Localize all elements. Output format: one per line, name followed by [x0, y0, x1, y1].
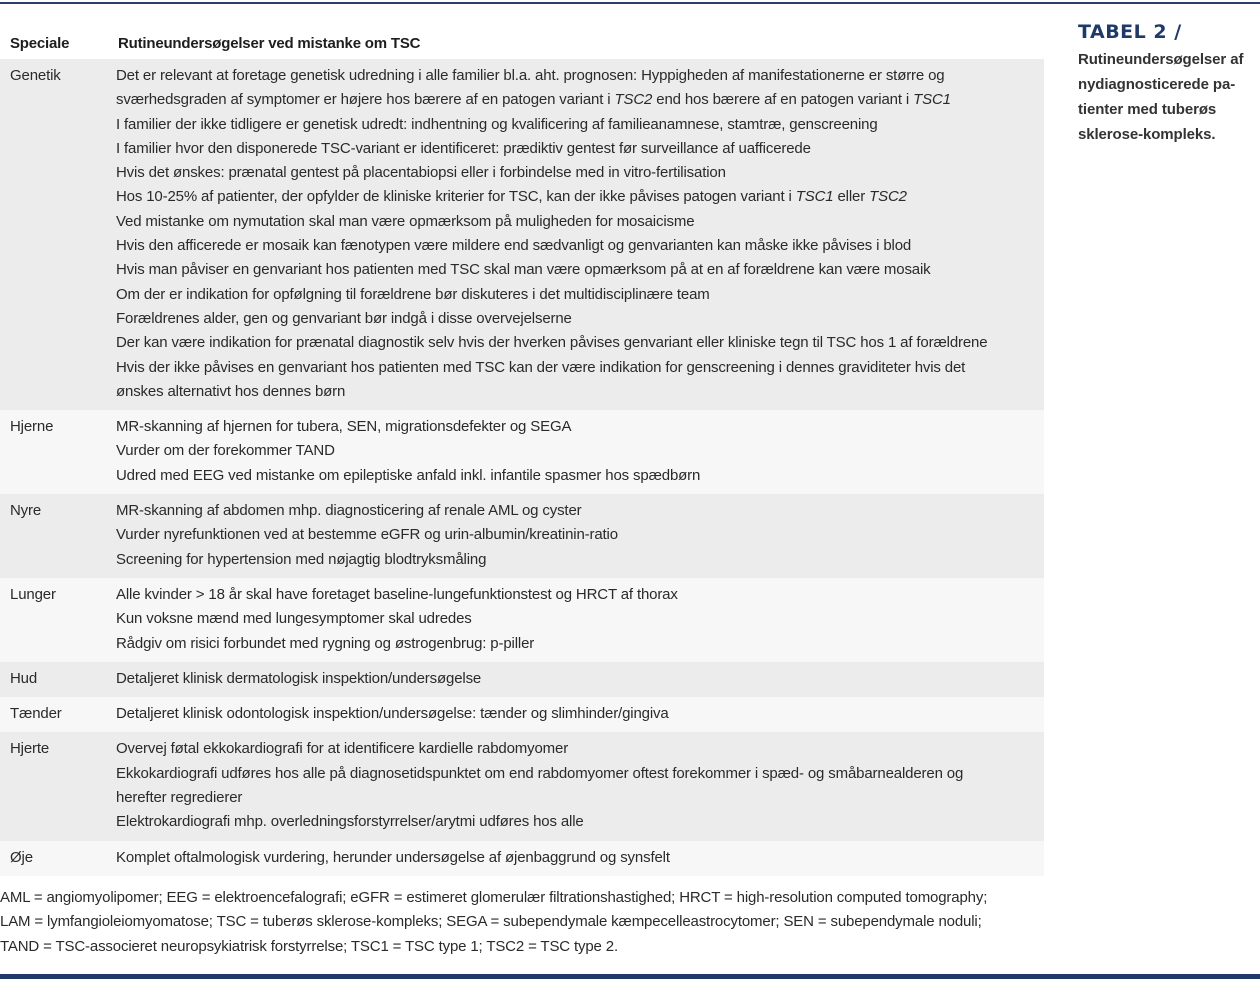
caption-line: Rutineundersøgelser af	[1078, 51, 1244, 68]
gene-name: TSC2	[614, 91, 653, 109]
header-rutine: Rutineundersøgelser ved mistanke om TSC	[118, 34, 421, 52]
line-text: Ekkokardiografi udføres hos alle på diagnosetidspunktet om end rabdomyomer oftest forekommer i spæd- og småbarnealderen og	[116, 764, 964, 782]
line-text: MR-skanning af hjernen for tubera, SEN, migrationsdefekter og SEGA	[116, 418, 572, 436]
routine-line	[116, 762, 1034, 786]
table-row	[0, 732, 1044, 840]
gene-name: TSC1	[795, 188, 834, 206]
bottom-rule	[0, 974, 1260, 979]
routine-line	[116, 499, 1034, 523]
line-text: Ved mistanke om nymutation skal man være opmærksom på muligheden for mosaicisme	[116, 212, 695, 230]
routine-line	[116, 464, 1034, 488]
line-text: Detaljeret klinisk odontologisk inspektion/undersøgelse: tænder og slimhinder/gingiva	[116, 705, 669, 723]
gene-name: TSC2	[869, 188, 907, 206]
routine-line	[116, 702, 1034, 726]
speciale-cell: Øje	[0, 841, 108, 876]
routine-line	[116, 846, 1034, 870]
routine-line	[116, 210, 1034, 234]
caption-line: nydiagnosticerede pa-	[1078, 76, 1236, 93]
speciale-cell: Hjerne	[0, 410, 108, 494]
routine-line	[116, 185, 1034, 209]
routine-cell	[108, 732, 1044, 840]
line-text: Detaljeret klinisk dermatologisk inspektion/undersøgelse	[116, 669, 482, 687]
line-text: Komplet oftalmologisk vurdering, herunder undersøgelse af øjenbaggrund og synsfelt	[116, 848, 670, 866]
line-text: Forældrenes alder, gen og genvariant bør indgå i disse overvejelserne	[116, 309, 572, 327]
routine-line	[116, 234, 1034, 258]
line-text: Vurder om der forekommer TAND	[116, 442, 335, 460]
header-speciale: Speciale	[10, 34, 70, 52]
caption-line: tienter med tuberøs	[1078, 101, 1217, 118]
routine-cell	[108, 662, 1044, 697]
routine-line	[116, 583, 1034, 607]
table-row	[0, 578, 1044, 662]
speciale-cell: Tænder	[0, 697, 108, 732]
routine-line	[116, 667, 1034, 691]
table-row	[0, 494, 1044, 578]
table-row	[0, 59, 1044, 410]
gene-name: TSC1	[913, 91, 951, 109]
routine-line	[116, 548, 1034, 572]
routine-cell	[108, 410, 1044, 494]
routine-line	[116, 786, 1034, 810]
line-text: eller	[833, 188, 870, 206]
line-text: Elektrokardiografi mhp. overledningsforstyrrelser/arytmi udføres hos alle	[116, 813, 584, 831]
routine-line	[116, 331, 1034, 355]
line-text: Alle kvinder > 18 år skal have foretaget baseline-lungefunktionstest og HRCT af thorax	[116, 585, 678, 603]
footnote-line: LAM = lymfangioleiomyomatose; TSC = tuberøs sklerose-kompleks; SEGA = subependymale kæmpecelleastrocytomer; SEN = subependymale noduli;	[0, 913, 982, 931]
routine-line	[116, 632, 1034, 656]
routine-line	[116, 161, 1034, 185]
footnote-line: TAND = TSC-associeret neuropsykiatrisk forstyrrelse; TSC1 = TSC type 1; TSC2 = TSC type 2.	[0, 937, 618, 955]
routine-cell	[108, 59, 1044, 410]
line-text: Hvis der ikke påvises en genvariant hos patienten med TSC kan der være indikation for genscreening i dennes graviditeter hvis det	[116, 358, 966, 376]
routine-line	[116, 810, 1034, 834]
routine-cell	[108, 578, 1044, 662]
line-text: end hos bærere af en patogen variant i	[652, 91, 914, 109]
line-text: Hvis det ønskes: prænatal gentest på placentabiopsi eller i forbindelse med in vitro-fertilisation	[116, 164, 726, 182]
line-text: Screening for hypertension med nøjagtig blodtryksmåling	[116, 550, 487, 568]
line-text: I familier der ikke tidligere er genetisk udredt: indhentning og kvalificering af familieanamnese, stamtræ, genscreening	[116, 115, 878, 133]
routine-line	[116, 439, 1034, 463]
table-row	[0, 841, 1044, 876]
line-text: Udred med EEG ved mistanke om epileptiske anfald inkl. infantile spasmer hos spædbørn	[116, 466, 701, 484]
top-rule	[0, 2, 1260, 4]
table-number: TABEL 2 /	[1078, 21, 1182, 43]
table-body	[0, 59, 1044, 876]
line-text: ønskes alternativt hos dennes børn	[116, 382, 346, 400]
line-text: Hvis den afficerede er mosaik kan fænotypen være mildere end sædvanligt og genvarianten kan måske ikke påvises i blod	[116, 237, 912, 255]
line-text: Der kan være indikation for prænatal diagnostik selv hvis der hverken påvises genvariant eller kliniske tegn til TSC hos 1 af forældrene	[116, 334, 988, 352]
routine-cell	[108, 494, 1044, 578]
table-row	[0, 410, 1044, 494]
routine-cell	[108, 841, 1044, 876]
table-sidebar	[1078, 18, 1260, 147]
line-text: Hvis man påviser en genvariant hos patienten med TSC skal man være opmærksom på at en af forældrene kan være mosaik	[116, 261, 931, 279]
line-text: Det er relevant at foretage genetisk udredning i alle familier bl.a. aht. prognosen: Hyppigheden af manifestationerne er større og	[116, 67, 945, 84]
table-row	[0, 697, 1044, 732]
routine-line	[116, 380, 1034, 404]
routine-line	[116, 523, 1034, 547]
speciale-cell: Nyre	[0, 494, 108, 578]
table-caption	[1078, 47, 1260, 147]
routine-line	[116, 64, 1034, 88]
footnote-line: AML = angiomyolipomer; EEG = elektroencefalografi; eGFR = estimeret glomerulær filtrationshastighed; HRCT = high-resolution computed tomography;	[0, 889, 988, 906]
routine-line	[116, 137, 1034, 161]
table-row	[0, 662, 1044, 697]
routine-line	[116, 88, 1034, 112]
speciale-cell: Hjerte	[0, 732, 108, 840]
routine-line	[116, 307, 1034, 331]
line-text: MR-skanning af abdomen mhp. diagnosticering af renale AML og cyster	[116, 502, 582, 520]
line-text: Vurder nyrefunktionen ved at bestemme eGFR og urin-albumin/kreatinin-ratio	[116, 526, 618, 544]
routine-line	[116, 356, 1034, 380]
routine-cell	[108, 697, 1044, 732]
line-text: Kun voksne mænd med lungesymptomer skal udredes	[116, 610, 472, 628]
line-text: sværhedsgraden af symptomer er højere hos bærere af en patogen variant i	[116, 91, 615, 109]
line-text: I familier hvor den disponerede TSC-variant er identificeret: prædiktiv gentest før surveillance af uafficerede	[116, 139, 811, 157]
table-header-row	[0, 26, 1044, 59]
speciale-cell: Hud	[0, 662, 108, 697]
caption-line: sklerose-kompleks.	[1078, 126, 1216, 143]
line-text: Hos 10-25% af patienter, der opfylder de kliniske kriterier for TSC, kan der ikke påvises patogen variant i	[116, 188, 796, 206]
routine-line	[116, 737, 1034, 761]
speciale-cell: Genetik	[0, 59, 108, 410]
line-text: Om der er indikation for opfølgning til forældrene bør diskuteres i det multidisciplinære team	[116, 285, 710, 303]
routine-line	[116, 258, 1034, 282]
line-text: Rådgiv om risici forbundet med rygning og østrogenbrug: p-piller	[116, 634, 535, 652]
routine-line	[116, 113, 1034, 137]
abbreviation-footnote	[0, 886, 1040, 959]
routine-line	[116, 415, 1034, 439]
line-text: Overvej føtal ekkokardiografi for at identificere kardielle rabdomyomer	[116, 740, 569, 758]
routine-table	[0, 26, 1044, 876]
line-text: herefter regredierer	[116, 789, 243, 807]
speciale-cell: Lunger	[0, 578, 108, 662]
routine-line	[116, 607, 1034, 631]
routine-line	[116, 283, 1034, 307]
